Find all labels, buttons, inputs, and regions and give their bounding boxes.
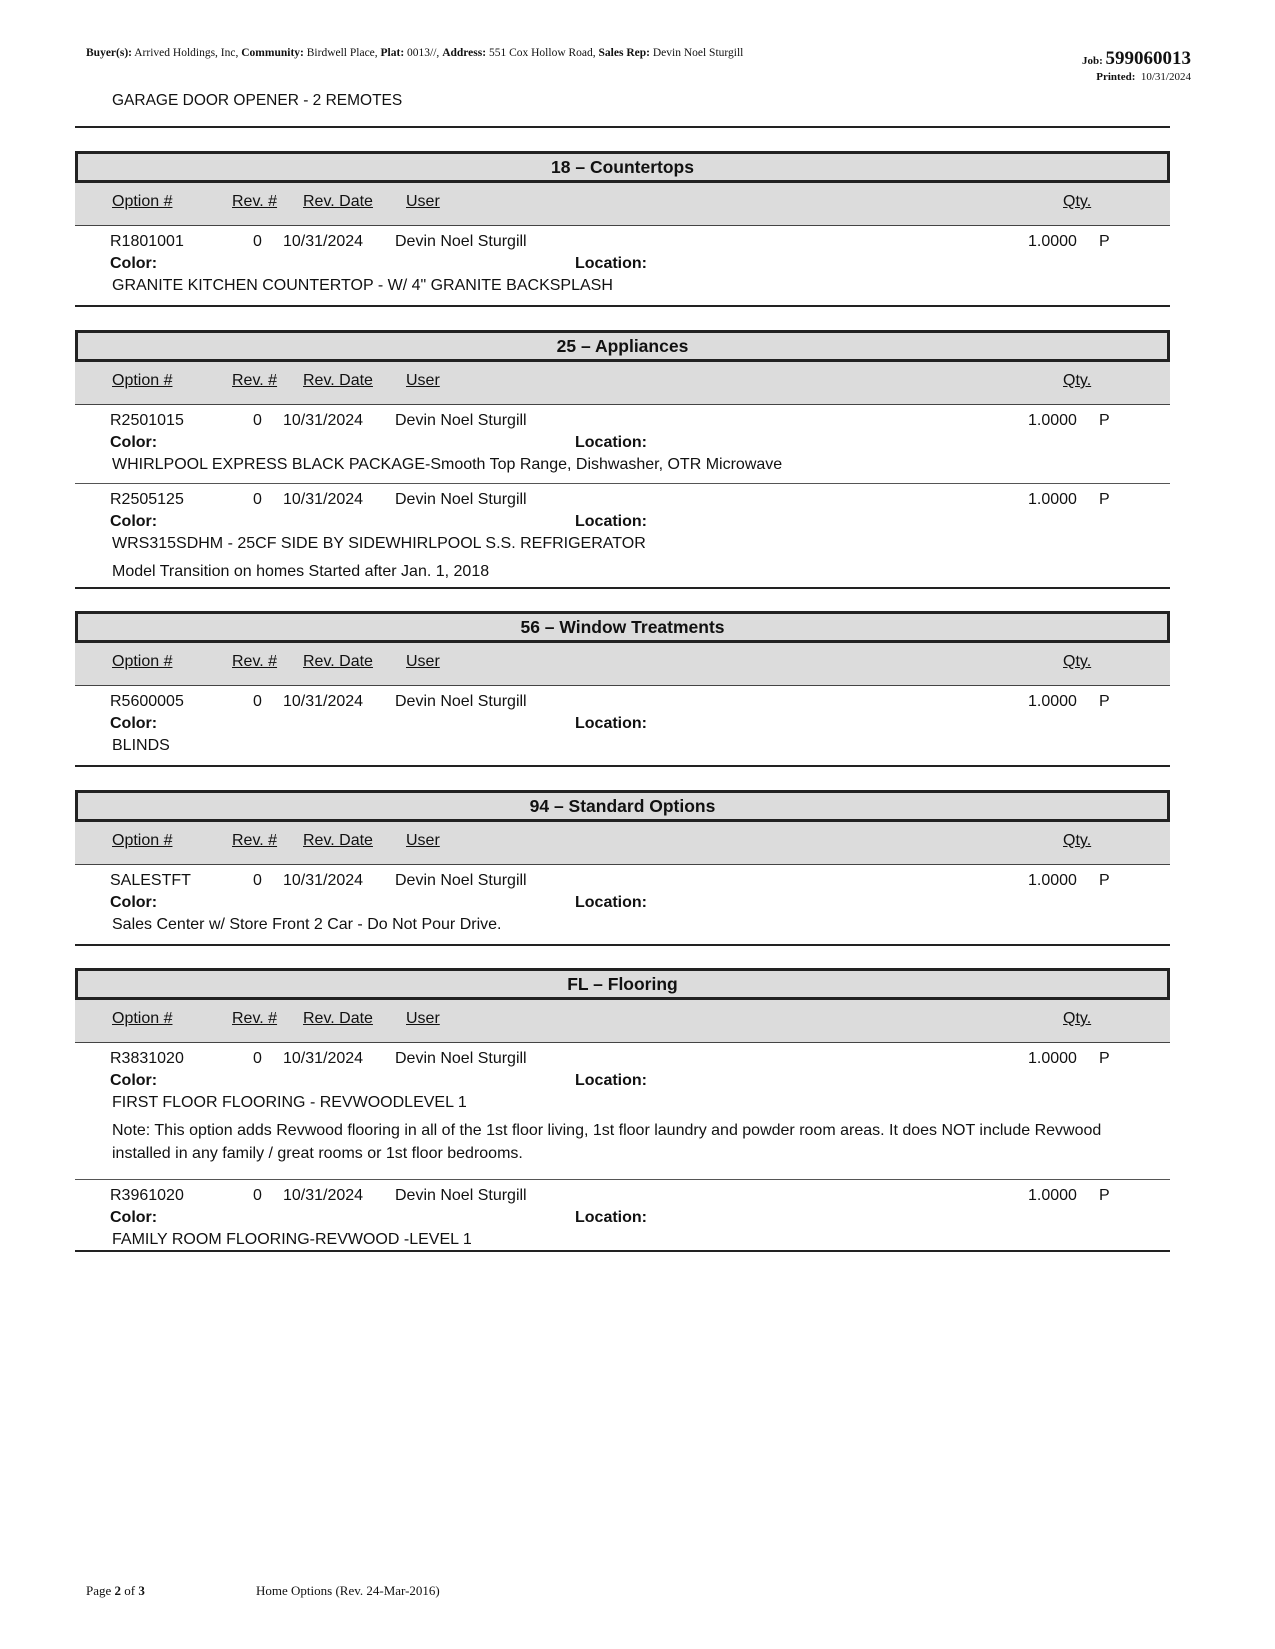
column-header-option: Option # [112,832,173,849]
rev-number: 0 [253,491,262,508]
community-name: Birdwell Place, [306,47,378,59]
column-header-row [75,643,1170,686]
column-header-qty: Qty. [1063,832,1092,849]
column-header-option: Option # [112,1010,173,1027]
user-name: Devin Noel Sturgill [395,1187,527,1204]
option-description: WHIRLPOOL EXPRESS BLACK PACKAGE-Smooth Top Range, Dishwasher, OTR Microwave [112,456,783,473]
option-note: Model Transition on homes Started after Jan. 1, 2018 [112,563,490,580]
rev-date: 10/31/2024 [283,491,364,508]
option-section [75,151,1170,304]
option-section [75,968,1170,1258]
column-header-row [75,183,1170,226]
column-header-rev: Rev. # [232,653,278,670]
user-name: Devin Noel Sturgill [395,412,527,429]
column-header-qty: Qty. [1063,372,1092,389]
column-header-rev: Rev. # [232,193,278,210]
price-flag: P [1099,233,1110,250]
price-flag: P [1099,491,1110,508]
page-indicator: Page 2 of 3 [86,1583,145,1598]
divider [75,126,1170,128]
rev-date: 10/31/2024 [283,872,364,889]
option-number: R3961020 [110,1187,184,1204]
option-item [75,1179,1170,1258]
user-name: Devin Noel Sturgill [395,491,527,508]
column-header-qty: Qty. [1063,1010,1092,1027]
option-description: BLINDS [112,737,170,754]
option-section [75,330,1170,592]
quantity: 1.0000 [1028,1050,1077,1067]
column-header-row [75,1000,1170,1043]
section-divider [75,305,1170,307]
user-name: Devin Noel Sturgill [395,693,527,710]
color-label: Color: [110,715,158,732]
plat-value: 0013//, [407,47,440,59]
color-label: Color: [110,513,158,530]
option-number: R2501015 [110,412,184,429]
location-label: Location: [575,1072,647,1089]
rev-number: 0 [253,1050,262,1067]
rev-date: 10/31/2024 [283,1050,364,1067]
column-header-option: Option # [112,372,173,389]
color-label: Color: [110,1072,158,1089]
quantity: 1.0000 [1028,693,1077,710]
column-header-user: User [406,653,440,670]
column-header-user: User [406,832,440,849]
section-divider [75,944,1170,946]
sales-rep-value: Devin Noel Sturgill [652,47,744,59]
option-item [75,405,1170,483]
section-title: 25 – Appliances [75,330,1170,362]
option-item [75,483,1170,592]
option-number: R1801001 [110,233,184,250]
price-flag: P [1099,1187,1110,1204]
rev-date: 10/31/2024 [283,412,364,429]
location-label: Location: [575,715,647,732]
option-description: WRS315SDHM - 25CF SIDE BY SIDEWHIRLPOOL S.S. REFRIGERATOR [112,535,646,552]
rev-date: 10/31/2024 [283,693,364,710]
column-header-user: User [406,372,440,389]
color-label: Color: [110,434,158,451]
user-name: Devin Noel Sturgill [395,872,527,889]
rev-number: 0 [253,1187,262,1204]
section-title: 18 – Countertops [75,151,1170,183]
option-description: FAMILY ROOM FLOORING-REVWOOD -LEVEL 1 [112,1231,472,1248]
option-note: Note: This option adds Revwood flooring in all of the 1st floor living, 1st floor laundry and powder room areas. It does NOT include Revwood installed in any family / great rooms or 1st floor bedrooms. [112,1122,1102,1162]
option-item [75,1043,1170,1179]
column-header-option: Option # [112,193,173,210]
form-name: Home Options (Rev. 24-Mar-2016) [256,1583,440,1598]
price-flag: P [1099,412,1110,429]
column-header-qty: Qty. [1063,193,1092,210]
quantity: 1.0000 [1028,872,1077,889]
column-header-user: User [406,193,440,210]
option-description: Sales Center w/ Store Front 2 Car - Do Not Pour Drive. [112,916,502,933]
rev-number: 0 [253,693,262,710]
column-header-rev-date: Rev. Date [303,1010,373,1027]
option-item [75,865,1170,943]
column-header-rev: Rev. # [232,1010,278,1027]
column-header-rev: Rev. # [232,832,278,849]
option-number: SALESTFT [110,872,191,889]
column-header-row [75,362,1170,405]
rev-number: 0 [253,233,262,250]
location-label: Location: [575,255,647,272]
price-flag: P [1099,1050,1110,1067]
buyer-name: Arrived Holdings, Inc, [134,47,239,59]
printed-date: Printed: 10/31/2024 [1096,71,1191,83]
rev-number: 0 [253,872,262,889]
location-label: Location: [575,513,647,530]
section-divider [75,587,1170,589]
column-header-rev: Rev. # [232,372,278,389]
column-header-rev-date: Rev. Date [303,653,373,670]
buyer-info-line: Buyer(s): Arrived Holdings, Inc, Community: Birdwell Place, Plat: 0013//, Address: 551 Cox Hollow Road, Sales Rep: Devin Noel Sturgill [86,47,744,59]
rev-date: 10/31/2024 [283,1187,364,1204]
color-label: Color: [110,894,158,911]
color-label: Color: [110,255,158,272]
option-section [75,611,1170,764]
option-number: R2505125 [110,491,184,508]
option-number: R5600005 [110,693,184,710]
price-flag: P [1099,693,1110,710]
section-title: FL – Flooring [75,968,1170,1000]
rev-number: 0 [253,412,262,429]
location-label: Location: [575,1209,647,1226]
color-label: Color: [110,1209,158,1226]
location-label: Location: [575,434,647,451]
quantity: 1.0000 [1028,412,1077,429]
option-item [75,686,1170,764]
section-title: 94 – Standard Options [75,790,1170,822]
section-title: 56 – Window Treatments [75,611,1170,643]
column-header-rev-date: Rev. Date [303,372,373,389]
column-header-qty: Qty. [1063,653,1092,670]
column-header-user: User [406,1010,440,1027]
location-label: Location: [575,894,647,911]
previous-item-description: GARAGE DOOR OPENER - 2 REMOTES [112,92,403,109]
section-divider [75,1250,1170,1252]
quantity: 1.0000 [1028,491,1077,508]
job-number: Job: 599060013 [1081,48,1191,69]
price-flag: P [1099,872,1110,889]
user-name: Devin Noel Sturgill [395,233,527,250]
column-header-option: Option # [112,653,173,670]
address-value: 551 Cox Hollow Road, [488,47,596,59]
column-header-rev-date: Rev. Date [303,832,373,849]
column-header-rev-date: Rev. Date [303,193,373,210]
option-description: FIRST FLOOR FLOORING - REVWOODLEVEL 1 [112,1094,467,1111]
section-divider [75,765,1170,767]
option-section [75,790,1170,943]
quantity: 1.0000 [1028,1187,1077,1204]
option-number: R3831020 [110,1050,184,1067]
option-item [75,226,1170,304]
quantity: 1.0000 [1028,233,1077,250]
column-header-row [75,822,1170,865]
rev-date: 10/31/2024 [283,233,364,250]
option-description: GRANITE KITCHEN COUNTERTOP - W/ 4" GRANITE BACKSPLASH [112,277,613,294]
user-name: Devin Noel Sturgill [395,1050,527,1067]
